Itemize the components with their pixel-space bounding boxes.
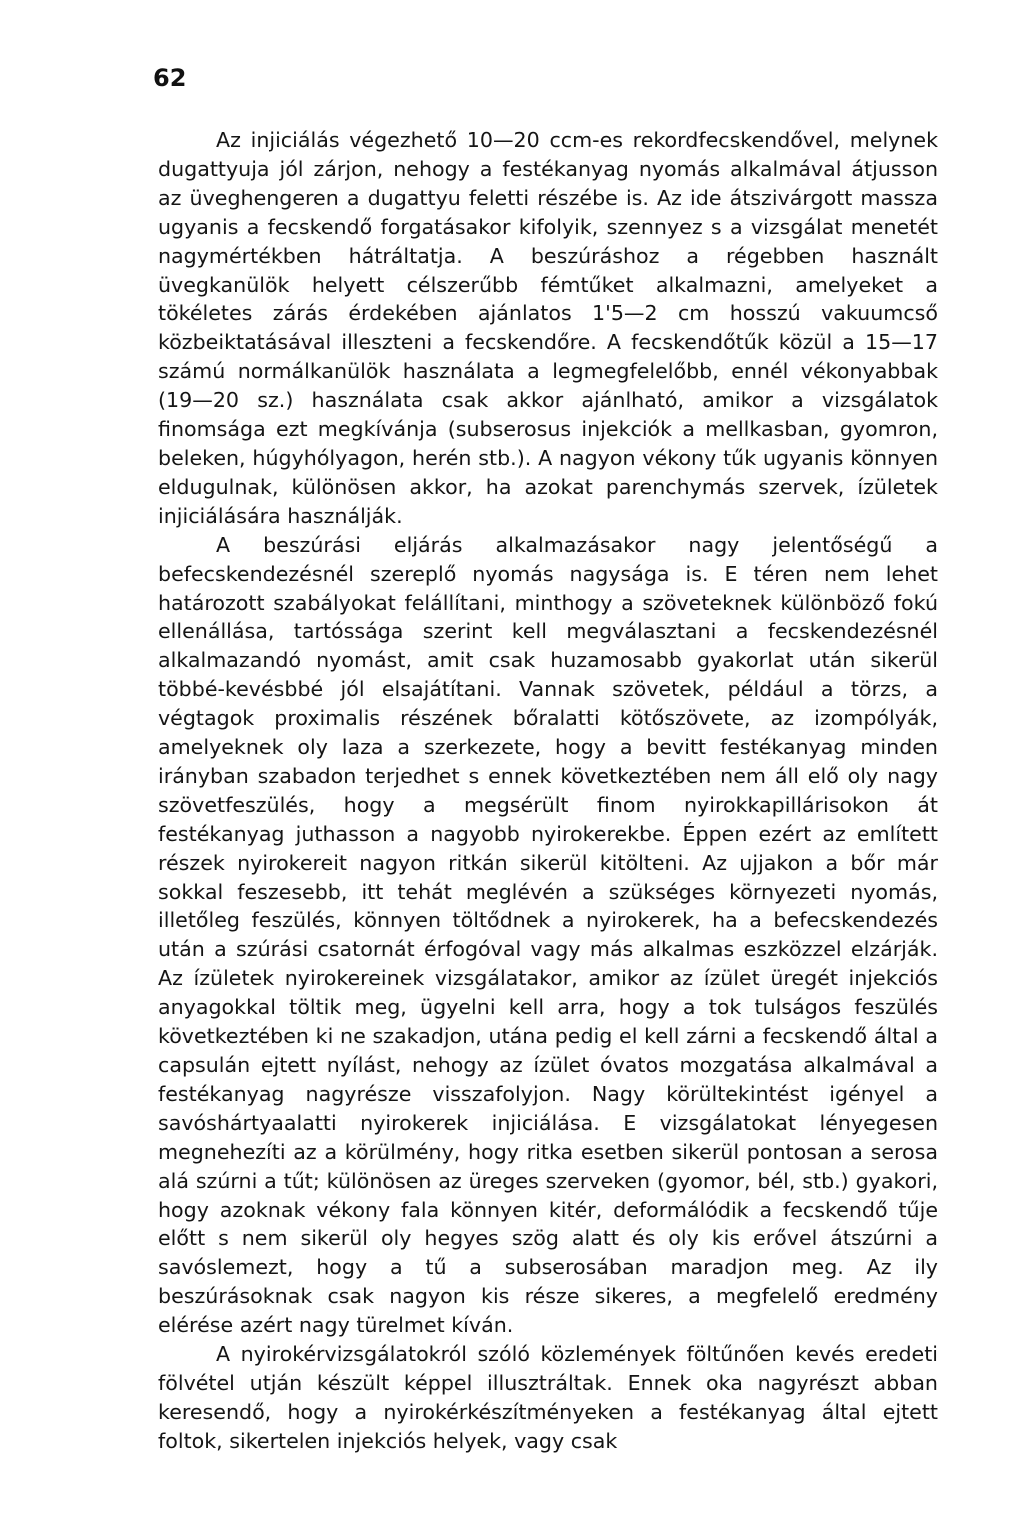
body-text bbox=[158, 126, 938, 1456]
paragraph-injection-pressure: A beszúrási eljárás alkalmazásakor nagy jelentőségű a befecskendezésnél szereplő nyomás nagysága is. E téren nem lehet határozott szabályokat felállítani, minthogy a szöveteknek különböző fokú ellenállása, tartóssága szerint kell megválasztani a fecskendezésnél alkalmazandó nyomást, amit csak huzamosabb gyakorlat után sikerül többé-kevésbbé jól elsajátítani. Vannak szövetek, például a törzs, a végtagok proximalis részének bőralatti kötőszövete, az izompólyák, amelyeknek oly laza a szerkezete, hogy a bevitt festékanyag minden irányban szabadon terjedhet s ennek következtében nem áll elő oly nagy szövetfeszülés, hogy a megsérült finom nyirokkapillárisokon át festékanyag juthasson a nagyobb nyirokerekbe. Éppen ezért az említett részek nyirokereit nagyon ritkán sikerül kitölteni. Az ujjakon a bőr már sokkal feszesebb, itt tehát meglévén a szükséges környezeti nyomás, illetőleg feszülés, könnyen töltődnek a nyirokerek, ha a befecskendezés után a szúrási csatornát érfogóval vagy más alkalmas eszközzel elzárják. Az ízületek nyirokereinek vizsgálatakor, amikor az ízület üregét injekciós anyagokkal töltik meg, ügyelni kell arra, hogy a tok tulságos feszülés következtében ki ne szakadjon, utána pedig el kell zárni a fecskendő által a capsulán ejtett nyílást, nehogy az ízület óvatos mozgatása alkalmával a festékanyag nagyrésze visszafolyjon. Nagy körültekintést igényel a savóshártyaalatti nyirokerek injiciálása. E vizsgálatokat lényegesen megnehezíti az a körülmény, hogy ritka esetben sikerül pontosan a serosa alá szúrni a tűt; különösen az üreges szerveken (gyomor, bél, stb.) gyakori, hogy azoknak vékony fala könnyen kitér, deformálódik a fecskendő tűje előtt s nem sikerül oly hegyes szög alatt és oly kis erővel átszúrni a savóslemezt, hogy a tű a subserosában maradjon meg. Az ily beszúrásoknak csak nagyon kis része sikeres, a megfelelő eredmény elérése azért nagy türelmet kíván. bbox=[158, 532, 938, 1338]
paragraph-illustrations: A nyirokérvizsgálatokról szóló közlemények föltűnően kevés eredeti fölvétel utján készült képpel illusztráltak. Ennek oka nagyrészt abban keresendő, hogy a nyirokérkészítményeken a festékanyag által ejtett foltok, sikertelen injekciós helyek, vagy csak bbox=[158, 1342, 938, 1453]
paragraph-injection-method: Az injiciálás végezhető 10—20 ccm-es rekordfecskendővel, melynek dugattyuja jól zárjon, nehogy a festékanyag nyomás alkalmával átjusson az üveghengeren a dugattyu feletti részébe is. Az ide átszivárgott massza ugyanis a fecskendő forgatásakor kifolyik, szennyez s a vizsgálat menetét nagymértékben hátráltatja. A beszúráshoz a régebben használt üvegkanülök helyett célszerűbb fémtűket alkalmazni, amelyeket a tökéletes zárás érdekében ajánlatos 1'5—2 cm hosszú vakuumcső közbeiktatásával illeszteni a fecskendőre. A fecskendőtűk közül a 15—17 számú normálkanülök használata a legmegfelelőbb, ennél vékonyabbak (19—20 sz.) használata csak akkor ajánlható, amikor a vizsgálatok finomsága ezt megkívánja (subserosus injekciók a mellkasban, gyomron, beleken, húgyhólyagon, herén stb.). A nagyon vékony tűk ugyanis könnyen eldugulnak, különösen akkor, ha azokat parenchymás szervek, ízületek injiciálására használják. bbox=[158, 128, 938, 528]
page-number: 62 bbox=[153, 64, 187, 92]
